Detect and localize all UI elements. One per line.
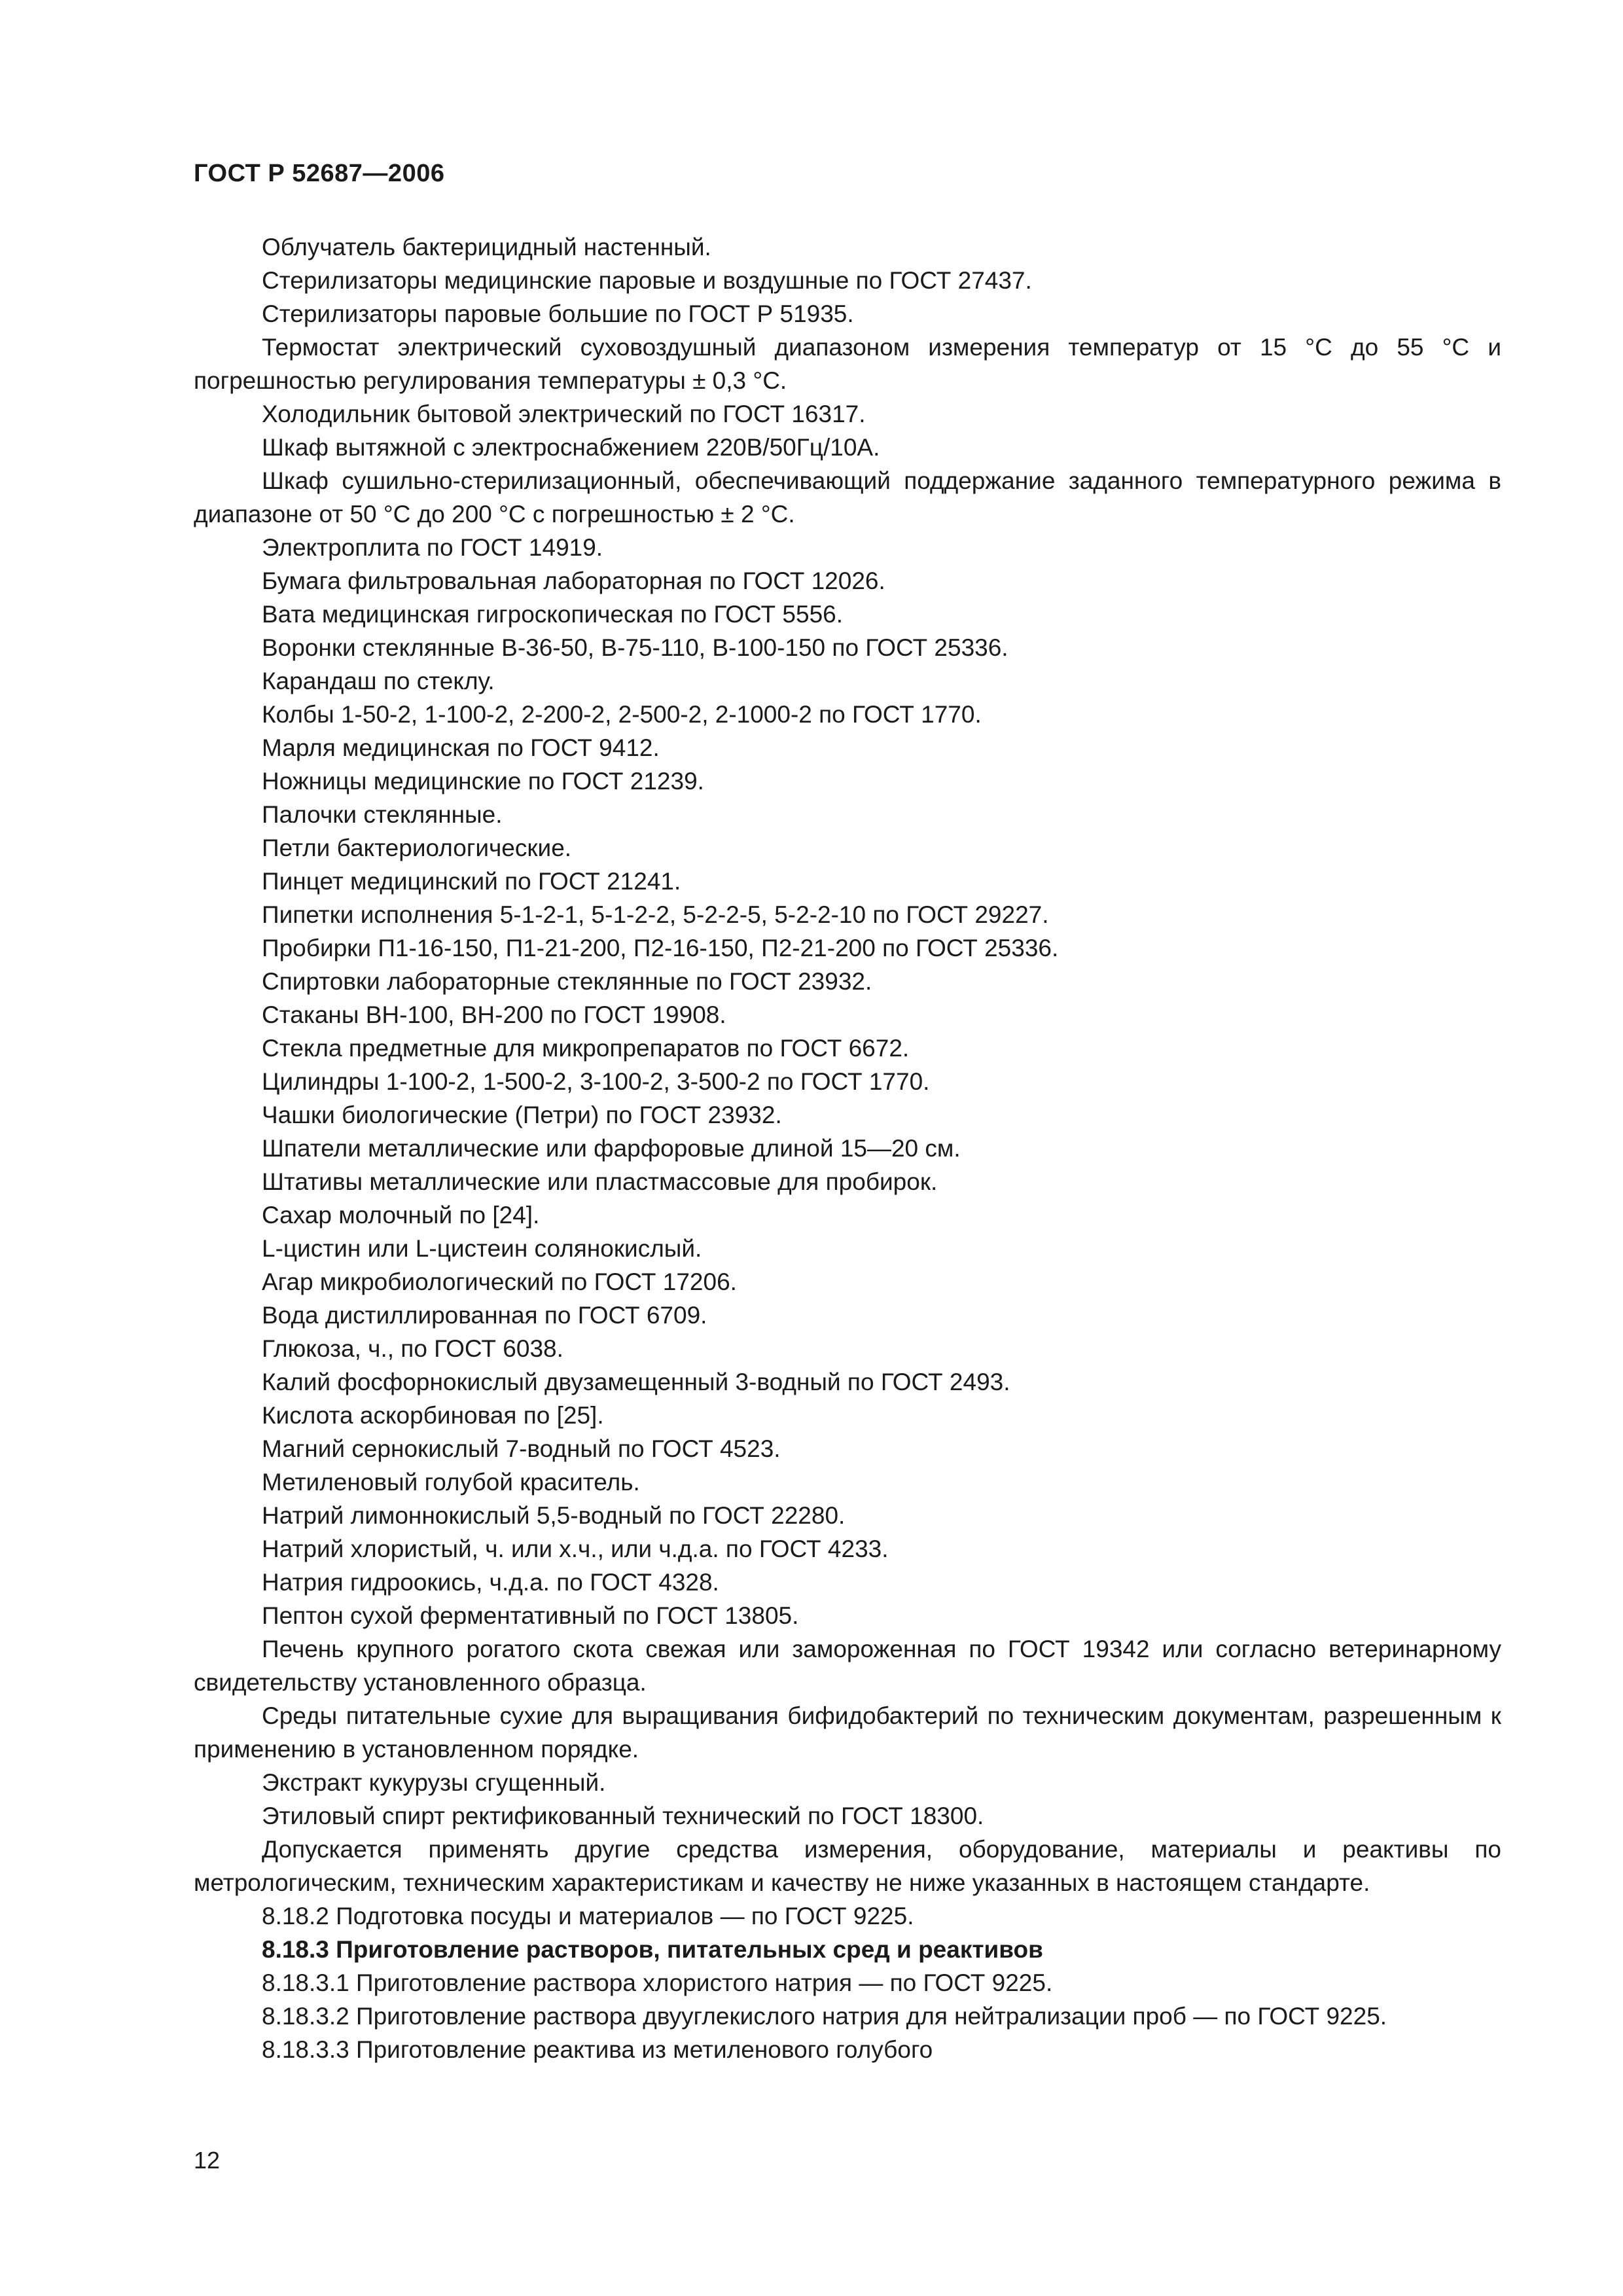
paragraph: 8.18.3.2 Приготовление раствора двууглекислого натрия для нейтрализации проб — по ГОСТ 9225. <box>262 2003 1387 2030</box>
paragraph: Пробирки П1-16-150, П1-21-200, П2-16-150, П2-21-200 по ГОСТ 25336. <box>262 935 1059 961</box>
paragraph: Бумага фильтровальная лабораторная по ГОСТ 12026. <box>262 567 885 594</box>
paragraph: 8.18.3.1 Приготовление раствора хлористого натрия — по ГОСТ 9225. <box>262 1969 1053 1996</box>
paragraph: Шкаф сушильно-стерилизационный, обеспечивающий поддержание заданного температурного режима в диапазоне от 50 °С до 200 °С с погрешностью ± 2 °С. <box>194 467 1501 528</box>
paragraph: Пептон сухой ферментативный по ГОСТ 13805. <box>262 1602 799 1629</box>
paragraph: Магний сернокислый 7-водный по ГОСТ 4523. <box>262 1435 781 1462</box>
paragraph: Допускается применять другие средства измерения, оборудование, материалы и реактивы по метрологическим, техническим характеристикам и качеству не ниже указанных в настоящем стандарте. <box>194 1836 1501 1896</box>
paragraph: Стаканы ВН-100, ВН-200 по ГОСТ 19908. <box>262 1001 726 1028</box>
page-number: 12 <box>194 2147 221 2174</box>
paragraph: Спиртовки лабораторные стеклянные по ГОСТ 23932. <box>262 968 872 995</box>
paragraph: Колбы 1-50-2, 1-100-2, 2-200-2, 2-500-2, 2-1000-2 по ГОСТ 1770. <box>262 701 982 728</box>
paragraph: Сахар молочный по [24]. <box>262 1202 540 1229</box>
paragraph: Глюкоза, ч., по ГОСТ 6038. <box>262 1335 563 1362</box>
paragraph: Печень крупного рогатого скота свежая или замороженная по ГОСТ 19342 или согласно ветеринарному свидетельству установленного образца. <box>194 1636 1501 1696</box>
paragraph: Экстракт кукурузы сгущенный. <box>262 1769 606 1796</box>
section-heading: 8.18.3 Приготовление растворов, питательных сред и реактивов <box>262 1936 1043 1963</box>
document-body <box>194 230 1501 2066</box>
paragraph: Агар микробиологический по ГОСТ 17206. <box>262 1268 737 1295</box>
paragraph: Облучатель бактерицидный настенный. <box>262 234 711 260</box>
paragraph: Шкаф вытяжной с электроснабжением 220В/50Гц/10А. <box>262 434 880 461</box>
paragraph: Карандаш по стеклу. <box>262 668 495 694</box>
paragraph: 8.18.3.3 Приготовление реактива из метиленового голубого <box>262 2036 933 2063</box>
paragraph: Кислота аскорбиновая по [25]. <box>262 1402 604 1429</box>
paragraph: Палочки стеклянные. <box>262 801 503 828</box>
paragraph: Ножницы медицинские по ГОСТ 21239. <box>262 768 704 795</box>
paragraph: Электроплита по ГОСТ 14919. <box>262 534 603 561</box>
paragraph: Чашки биологические (Петри) по ГОСТ 23932. <box>262 1102 782 1128</box>
paragraph: Штативы металлические или пластмассовые для пробирок. <box>262 1168 938 1195</box>
document-header: ГОСТ Р 52687—2006 <box>194 160 445 187</box>
paragraph: Марля медицинская по ГОСТ 9412. <box>262 734 660 761</box>
paragraph: Шпатели металлические или фарфоровые длиной 15—20 см. <box>262 1135 961 1162</box>
paragraph: Этиловый спирт ректификованный технический по ГОСТ 18300. <box>262 1803 984 1829</box>
paragraph: Калий фосфорнокислый двузамещенный 3-водный по ГОСТ 2493. <box>262 1369 1010 1395</box>
paragraph: Вата медицинская гигроскопическая по ГОСТ 5556. <box>262 601 844 628</box>
paragraph: Натрия гидроокись, ч.д.а. по ГОСТ 4328. <box>262 1569 719 1596</box>
paragraph: L-цистин или L-цистеин солянокислый. <box>262 1235 702 1262</box>
paragraph: Стекла предметные для микропрепаратов по ГОСТ 6672. <box>262 1035 910 1062</box>
paragraph: Натрий хлористый, ч. или х.ч., или ч.д.а. по ГОСТ 4233. <box>262 1535 889 1562</box>
paragraph: Пипетки исполнения 5-1-2-1, 5-1-2-2, 5-2-2-5, 5-2-2-10 по ГОСТ 29227. <box>262 901 1049 928</box>
paragraph: Вода дистиллированная по ГОСТ 6709. <box>262 1302 707 1329</box>
paragraph: Воронки стеклянные В-36-50, В-75-110, В-100-150 по ГОСТ 25336. <box>262 634 1008 661</box>
paragraph: Петли бактериологические. <box>262 834 572 861</box>
paragraph: Среды питательные сухие для выращивания бифидобактерий по техническим документам, разрешенным к применению в установленном порядке. <box>194 1702 1501 1763</box>
paragraph: Стерилизаторы паровые большие по ГОСТ Р 51935. <box>262 300 854 327</box>
paragraph: Цилиндры 1-100-2, 1-500-2, 3-100-2, 3-500-2 по ГОСТ 1770. <box>262 1068 930 1095</box>
paragraph: Холодильник бытовой электрический по ГОСТ 16317. <box>262 401 866 427</box>
paragraph: Пинцет медицинский по ГОСТ 21241. <box>262 868 681 895</box>
paragraph: Термостат электрический суховоздушный диапазоном измерения температур от 15 °С до 55 °С и погрешностью регулирования температуры ± 0,3 °С. <box>194 334 1501 394</box>
paragraph: Стерилизаторы медицинские паровые и воздушные по ГОСТ 27437. <box>262 267 1032 294</box>
paragraph: Натрий лимоннокислый 5,5-водный по ГОСТ 22280. <box>262 1502 846 1529</box>
paragraph: 8.18.2 Подготовка посуды и материалов — по ГОСТ 9225. <box>262 1903 914 1929</box>
paragraph: Метиленовый голубой краситель. <box>262 1469 640 1496</box>
